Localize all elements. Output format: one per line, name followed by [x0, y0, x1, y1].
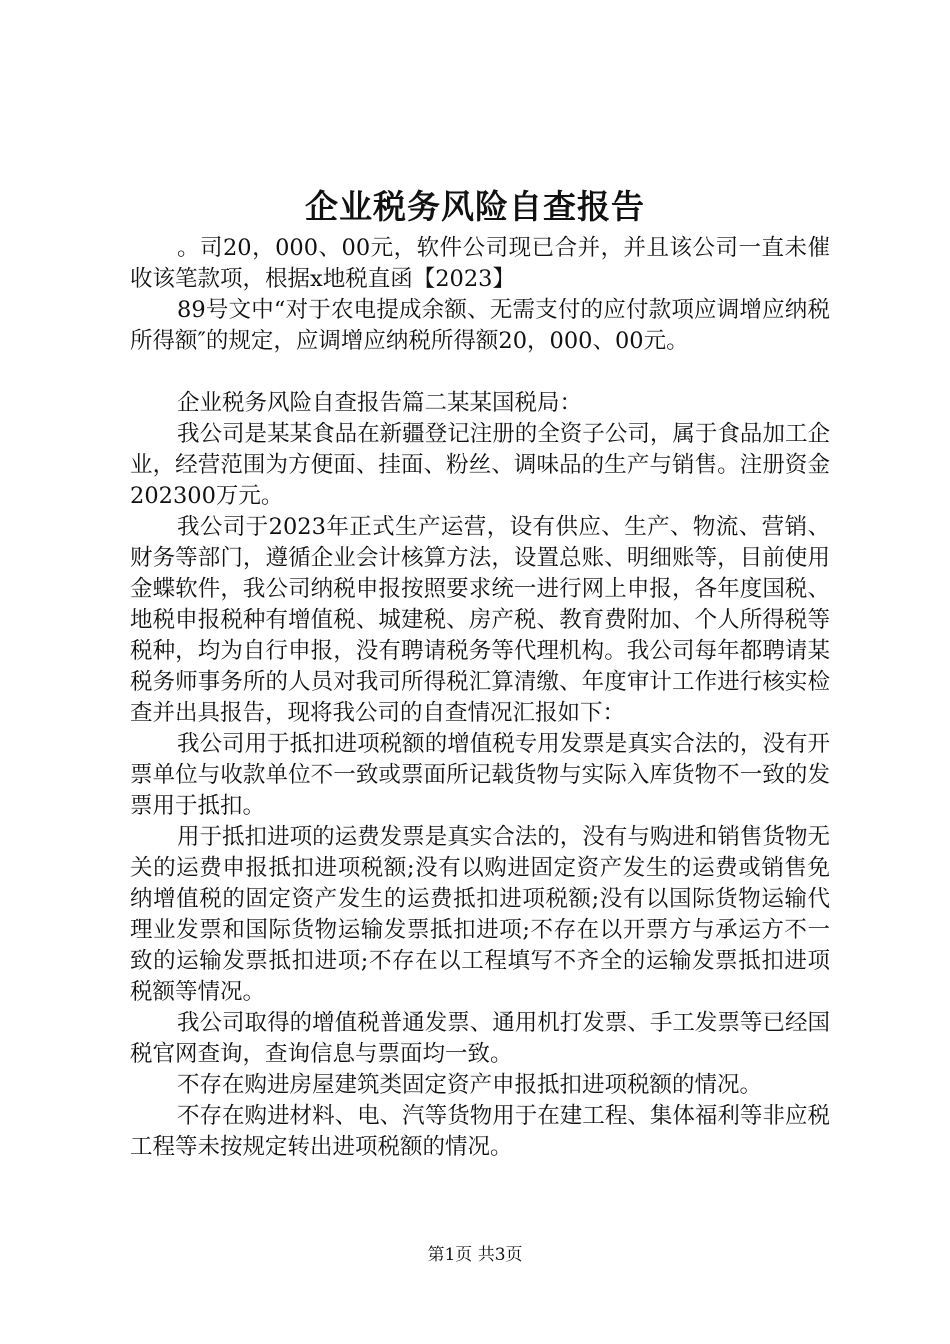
paragraph: 我公司是某某食品在新疆登记注册的全资子公司，属于食品加工企业，经营范围为方便面、挂面、粉丝、调味品的生产与销售。注册资金202300万元。 — [130, 421, 830, 509]
paragraph: 用于抵扣进项的运费发票是真实合法的，没有与购进和销售货物无关的运费申报抵扣进项税额;没有以购进固定资产发生的运费或销售免纳增值税的固定资产发生的运费抵扣进项税额;没有以国际货物运输代理业发票和国际货物运输发票抵扣进项;不存在以开票方与承运方不一致的运输发票抵扣进项;不存在以工程填写不齐全的运输发票抵扣进项税额等情况。 — [130, 824, 830, 1005]
paragraph: 我公司用于抵扣进项税额的增值税专用发票是真实合法的，没有开票单位与收款单位不一致或票面所记载货物与实际入库货物不一致的发票用于抵扣。 — [130, 731, 830, 819]
page-number-footer: 第1页 共3页 — [427, 1245, 523, 1265]
section-heading: 企业税务风险自查报告篇二某某国税局： — [177, 390, 583, 416]
paragraph: 。司20，000、00元，软件公司现已合并，并且该公司一直未催收该笔款项，根据x地税直函【2023】 — [130, 235, 830, 292]
paragraph: 89号文中“对于农电提成余额、无需支付的应付款项应调增应纳税所得额″的规定，应调增应纳税所得额20，000、00元。 — [130, 297, 830, 354]
paragraph: 我公司取得的增值税普通发票、通用机打发票、手工发票等已经国税官网查询，查询信息与票面均一致。 — [130, 1010, 830, 1067]
document-title: 企业税务风险自查报告 — [305, 187, 645, 226]
paragraph: 我公司于2023年正式生产运营，设有供应、生产、物流、营销、财务等部门，遵循企业会计核算方法，设置总账、明细账等，目前使用金蝶软件，我公司纳税申报按照要求统一进行网上申报，各年度国税、地税申报税种有增值税、城建税、房产税、教育费附加、个人所得税等税种，均为自行申报，没有聘请税务等代理机构。我公司每年都聘请某税务师事务所的人员对我司所得税汇算清缴、年度审计工作进行核实检查并出具报告，现将我公司的自查情况汇报如下： — [130, 514, 830, 726]
paragraph: 不存在购进房屋建筑类固定资产申报抵扣进项税额的情况。 — [177, 1072, 763, 1098]
document-body — [130, 233, 830, 1163]
paragraph-spacer — [130, 357, 830, 388]
paragraph: 不存在购进材料、电、汽等货物用于在建工程、集体福利等非应税工程等未按规定转出进项税额的情况。 — [130, 1103, 830, 1160]
